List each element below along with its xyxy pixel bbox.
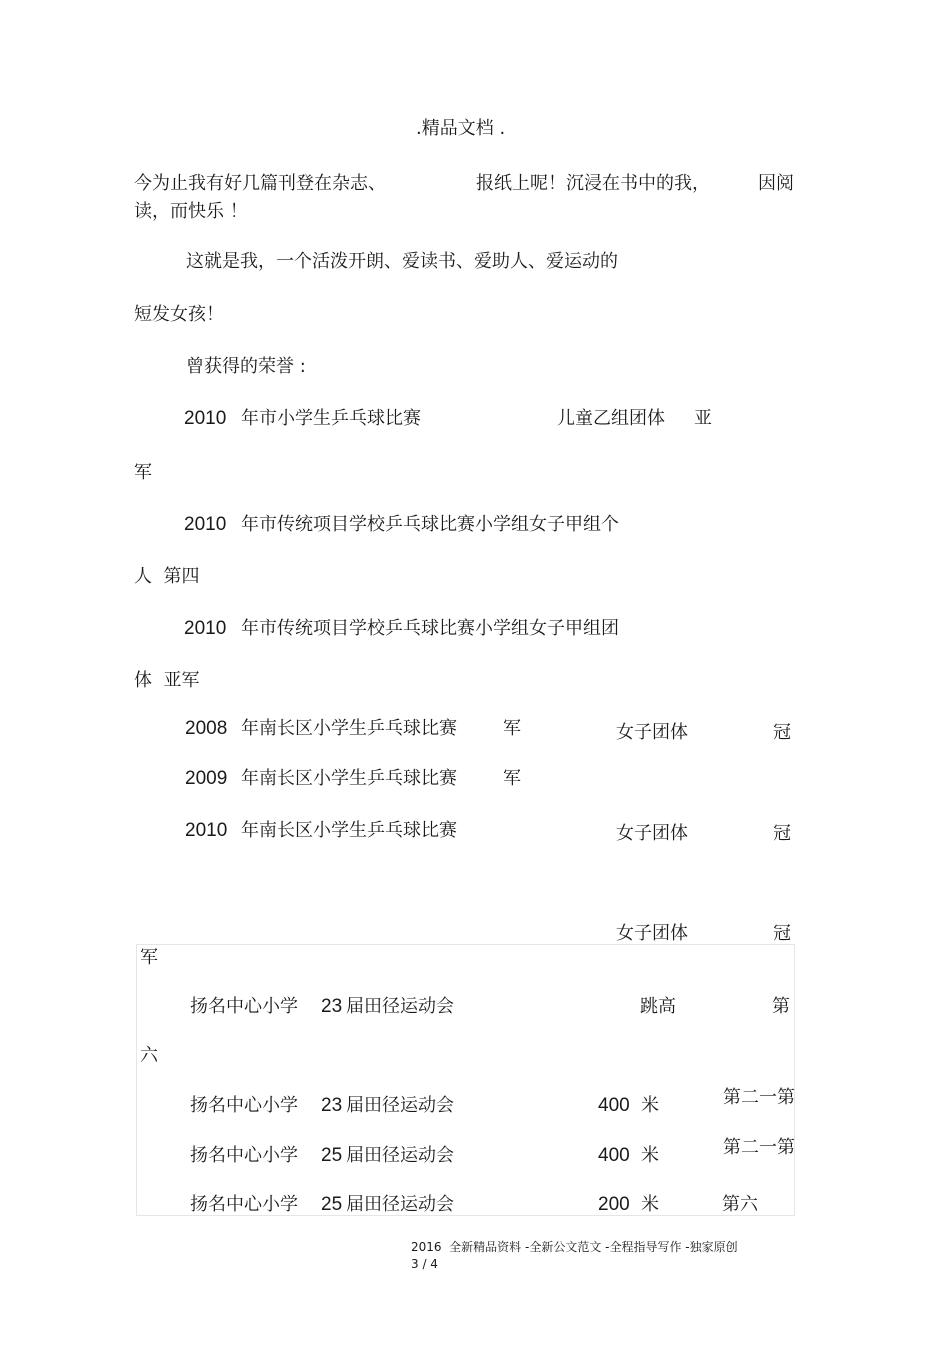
honor-event: 年市小学生乒乓球比赛	[241, 408, 421, 429]
sports-rank: 第	[772, 996, 790, 1017]
intro-line1-part-a: 今为止我有好几篇刊登在杂志、	[134, 173, 386, 194]
sports-school: 扬名中心小学	[190, 1194, 298, 1215]
sports-unit: 米	[641, 1095, 659, 1116]
honor-event: 年南长区小学生乒乓球比赛	[241, 768, 457, 789]
honor-mark: 军	[503, 768, 521, 789]
sports-school: 扬名中心小学	[190, 996, 298, 1017]
sports-distance: 400	[598, 1095, 630, 1116]
honor-year: 2009	[185, 768, 228, 789]
sports-distance: 200	[598, 1194, 630, 1215]
honor-continuation: 人 第四	[134, 566, 200, 587]
sports-rank: 第六	[722, 1194, 758, 1215]
honor-year: 2010	[184, 408, 227, 429]
sports-distance: 400	[598, 1145, 630, 1166]
honor-result: 亚	[694, 408, 712, 429]
sports-rank: 第二一第	[723, 1137, 795, 1158]
honor-continuation: 军	[140, 947, 158, 968]
intro-line1-part-b: 报纸上呢！沉浸在书中的我，	[476, 173, 710, 194]
honor-event: 年南长区小学生乒乓球比赛	[241, 820, 457, 841]
intro-line1-part-c: 因阅	[758, 173, 794, 194]
sports-results-box	[136, 944, 795, 1216]
sports-continuation: 六	[140, 1045, 158, 1066]
sports-rank: 第二一第	[723, 1087, 795, 1108]
sports-unit: 米	[641, 1194, 659, 1215]
honor-result: 冠	[773, 923, 791, 944]
honor-detail: 女子团体	[616, 823, 688, 844]
honor-year: 2008	[185, 718, 228, 739]
page-header-title: .精品文档 .	[416, 118, 506, 139]
sports-session: 23	[321, 1095, 343, 1116]
honor-year: 2010	[185, 820, 228, 841]
intro-line2: 读，而快乐 ！	[134, 201, 248, 222]
honor-detail: 女子团体	[616, 923, 688, 944]
sports-meet: 届田径运动会	[346, 1194, 454, 1215]
sports-school: 扬名中心小学	[190, 1145, 298, 1166]
honor-result: 冠	[773, 823, 791, 844]
honor-detail: 儿童乙组团体	[557, 408, 665, 429]
honor-continuation: 军	[134, 462, 152, 483]
sports-meet: 届田径运动会	[346, 996, 454, 1017]
honor-mark: 军	[503, 718, 521, 739]
page-number: 3 / 4	[411, 1257, 438, 1271]
honor-year: 2010	[184, 618, 227, 639]
honor-year: 2010	[184, 514, 227, 535]
sports-meet: 届田径运动会	[346, 1145, 454, 1166]
footer-note: 2016 全新精品资料 -全新公文范文 -全程指导写作 -独家原创	[411, 1240, 738, 1254]
sports-meet: 届田径运动会	[346, 1095, 454, 1116]
sports-school: 扬名中心小学	[190, 1095, 298, 1116]
honor-event: 年市传统项目学校乒乓球比赛小学组女子甲组团	[241, 618, 619, 639]
sports-session: 23	[321, 996, 343, 1017]
honor-event: 年南长区小学生乒乓球比赛	[241, 718, 457, 739]
honor-detail: 女子团体	[616, 722, 688, 743]
intro-line3: 这就是我，一个活泼开朗、爱读书、爱助人、爱运动的	[186, 251, 618, 272]
sports-unit: 米	[641, 1145, 659, 1166]
sports-session: 25	[321, 1145, 343, 1166]
honors-heading: 曾获得的荣誉 :	[186, 356, 306, 377]
intro-line4: 短发女孩！	[134, 304, 224, 325]
honor-result: 冠	[773, 722, 791, 743]
honor-continuation: 体 亚军	[134, 670, 200, 691]
honor-event: 年市传统项目学校乒乓球比赛小学组女子甲组个	[241, 514, 619, 535]
sports-session: 25	[321, 1194, 343, 1215]
sports-event: 跳高	[640, 996, 676, 1017]
